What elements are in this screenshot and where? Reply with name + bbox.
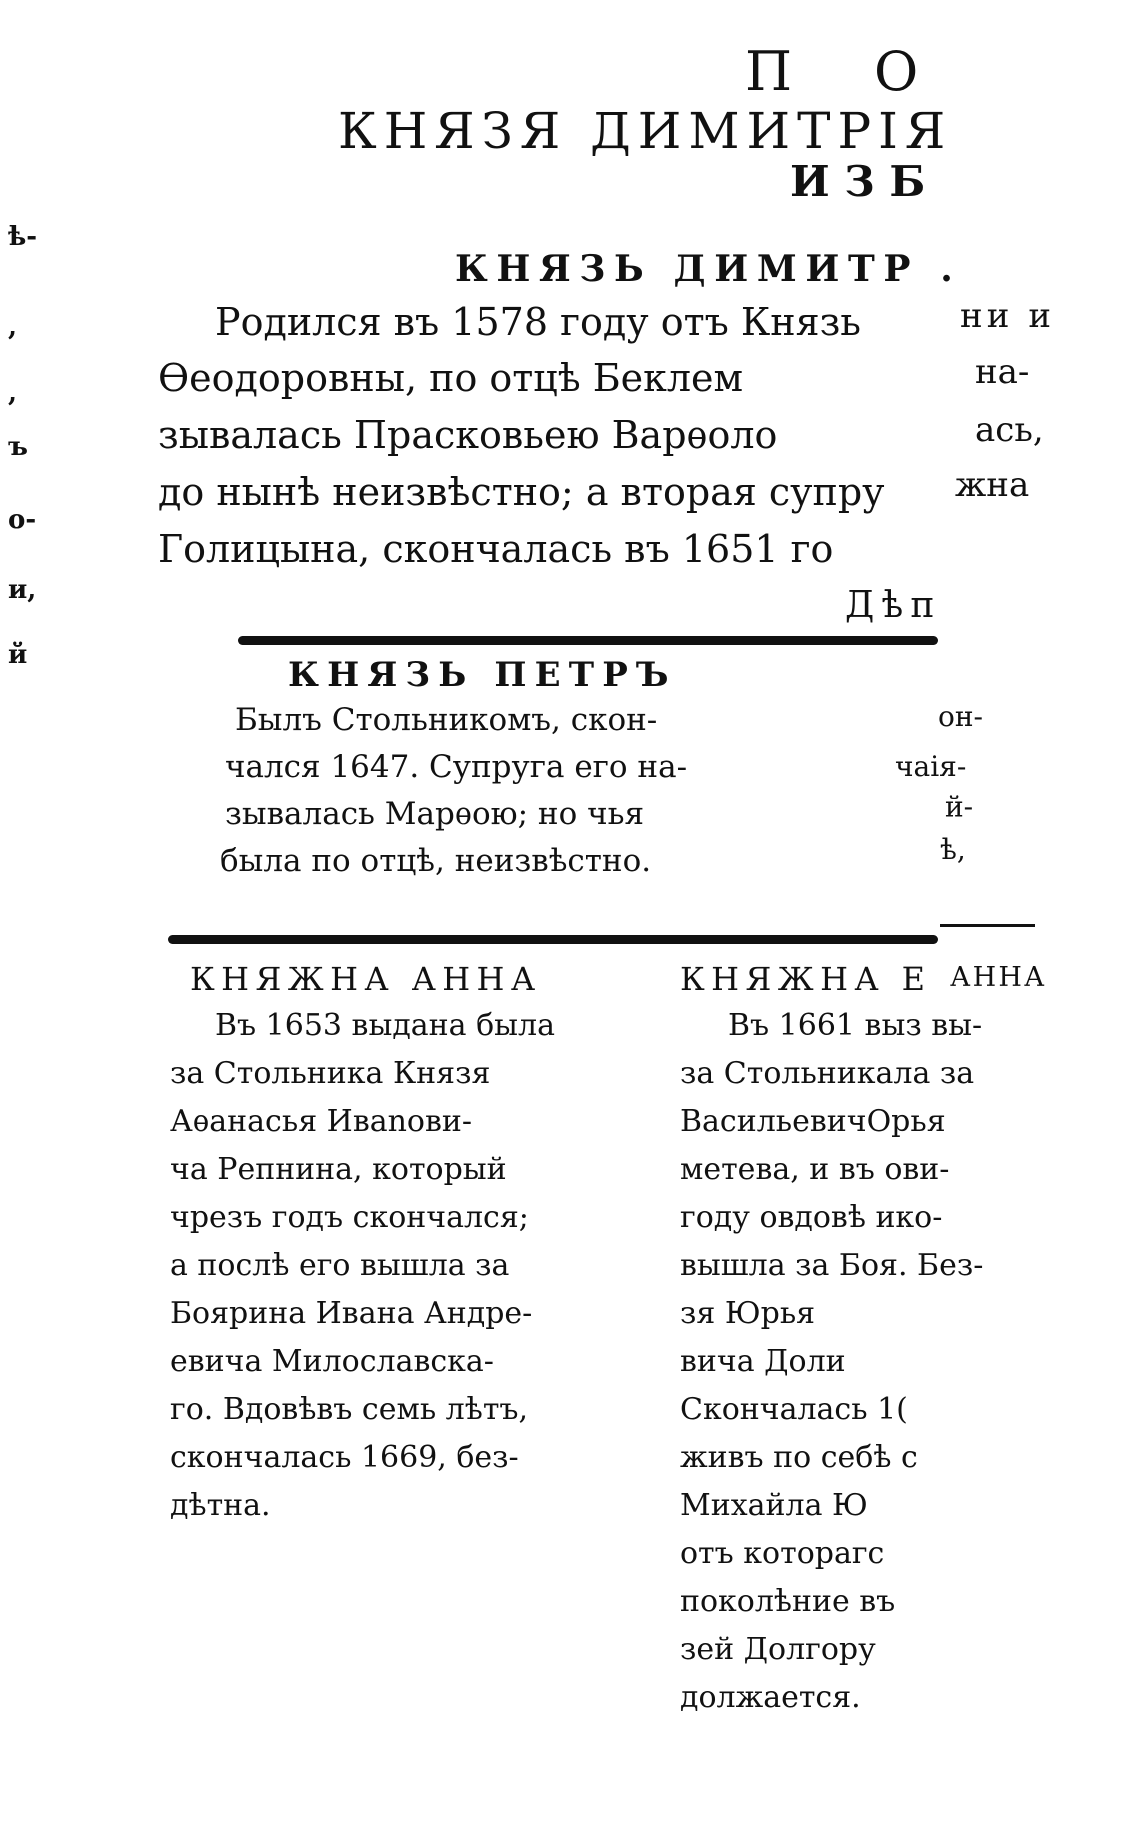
evdokia-text-line: Михайла Ю (680, 1488, 868, 1523)
evdokia-text-line: году овдовѣ ико- (680, 1200, 943, 1235)
evdokia-text-line: за Стольникала за (680, 1056, 975, 1091)
divider-rule (940, 924, 1035, 927)
evdokia-text-line: Въ 1661 выз вы- (728, 1008, 983, 1043)
left-margin-fragment: , (8, 312, 18, 342)
evdokia-text-line: поколѣние въ (680, 1584, 896, 1619)
anna-text-line: а послѣ его вышла за (170, 1248, 510, 1283)
evdokia-heading: КНЯЖНА Е (680, 960, 932, 998)
anna-heading: КНЯЖНА АННА (190, 960, 542, 998)
anna-text-line: го. Вдовѣвъ семь лѣтъ, (170, 1392, 529, 1427)
left-margin-fragment: , (8, 378, 18, 408)
header-po: П О (745, 40, 951, 103)
left-margin-fragment: и, (8, 575, 37, 605)
main-right-fragment: ни и (960, 296, 1056, 336)
petr-heading: КНЯЗЬ ПЕТРЪ (288, 655, 677, 695)
anna-text-line: ча Репнина, который (170, 1152, 507, 1187)
main-corner-fragment: Дѣп (845, 585, 942, 626)
main-text-line: Ѳеодоровны, по отцѣ Беклем (158, 356, 744, 400)
main-right-fragment: жна (955, 465, 1030, 505)
anna-text-line: Боярина Ивана Андре- (170, 1296, 533, 1331)
anna-text-line: евича Милославска- (170, 1344, 494, 1379)
evdokia-text-line: живъ по себѣ с (680, 1440, 918, 1475)
main-text-line: Родился въ 1578 году отъ Князь (215, 300, 861, 344)
petr-text-line: была по отцѣ, неизвѣстно. (220, 843, 652, 879)
left-margin-fragment: ѣ- (8, 222, 38, 252)
main-right-fragment: на- (975, 352, 1030, 392)
evdokia-text-line: ВасильевичОрья (680, 1104, 946, 1139)
header-title: КНЯЗЯ ДИМИТРІЯ (338, 102, 953, 160)
left-margin-fragment: ъ (8, 432, 28, 462)
petr-side-fragment: он- (938, 700, 983, 733)
main-text-line: до нынѣ неизвѣстно; а вторая супру (158, 470, 885, 514)
evdokia-text-line: метева, и въ ови- (680, 1152, 950, 1187)
petr-side-fragment: чаія- (895, 750, 967, 783)
anna-text-line: за Стольника Князя (170, 1056, 491, 1091)
anna-text-line: Въ 1653 выдана была (215, 1008, 555, 1043)
evdokia-text-line: Скончалась 1( (680, 1392, 908, 1427)
evdokia-text-line: вича Доли (680, 1344, 846, 1379)
anna-text-line: чрезъ годъ скончался; (170, 1200, 529, 1235)
petr-text-line: Былъ Стольникомъ, скон- (235, 702, 658, 738)
evdokia-heading-tail: АННА (950, 962, 1047, 993)
evdokia-text-line: вышла за Боя. Без- (680, 1248, 984, 1283)
evdokia-text-line: зей Долгору (680, 1632, 876, 1667)
petr-side-fragment: й- (945, 790, 974, 823)
main-text-line: Голицына, скончалась въ 1651 го (158, 527, 834, 571)
anna-text-line: Аѳанасья Ивanови- (170, 1104, 472, 1139)
petr-text-line: зывалась Марѳою; но чья (225, 796, 645, 832)
evdokia-text-line: отъ которагс (680, 1536, 885, 1571)
divider-rule (238, 636, 938, 645)
main-section-heading: КНЯЗЬ ДИМИТР . (455, 248, 962, 290)
evdokia-text-line: зя Юрья (680, 1296, 816, 1331)
divider-rule (168, 935, 938, 944)
petr-side-fragment: ѣ, (940, 833, 966, 866)
left-margin-fragment: й (8, 640, 28, 670)
main-right-fragment: ась, (975, 410, 1044, 450)
header-subtitle: ИЗБ (790, 157, 940, 206)
petr-text-line: чался 1647. Супруга его на- (225, 749, 688, 785)
anna-text-line: дѣтна. (170, 1488, 271, 1523)
evdokia-text-line: должается. (680, 1680, 861, 1715)
anna-text-line: скончалась 1669, без- (170, 1440, 519, 1475)
main-text-line: зывалась Прасковьею Варѳоло (158, 413, 778, 457)
left-margin-fragment: о- (8, 505, 37, 535)
